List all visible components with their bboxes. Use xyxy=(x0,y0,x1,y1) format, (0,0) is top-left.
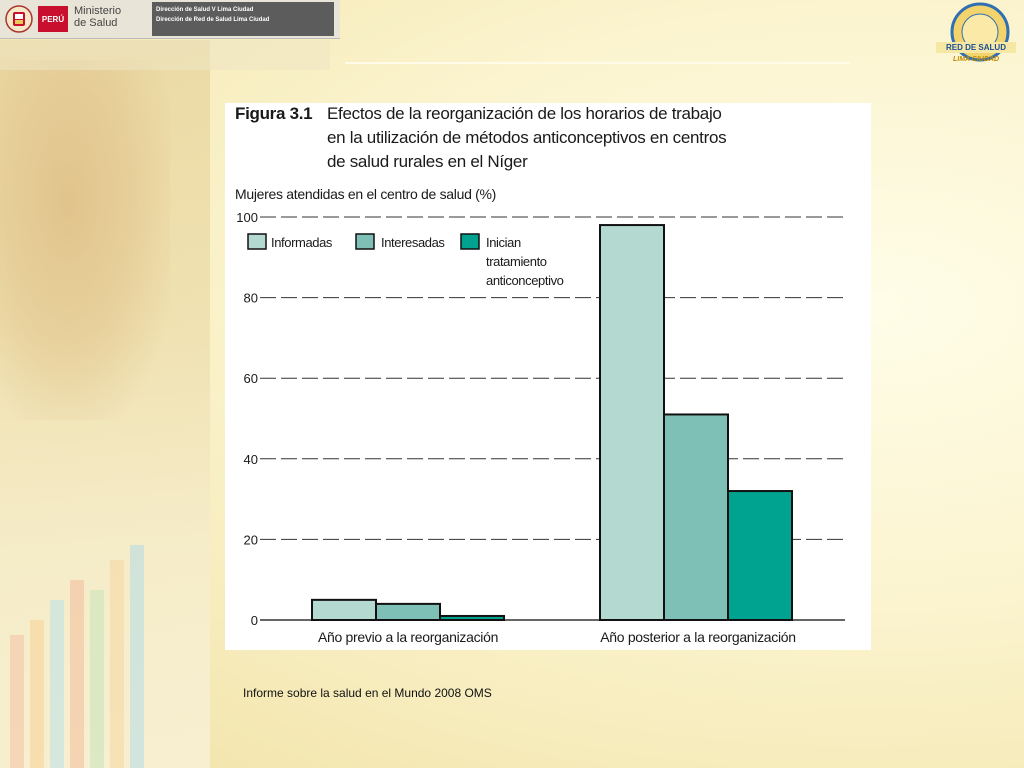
bar xyxy=(376,604,440,620)
figure-title-line-3: de salud rurales en el Níger xyxy=(327,152,528,171)
peru-badge: PERÚ xyxy=(38,6,68,32)
y-axis-label: Mujeres atendidas en el centro de salud (%) xyxy=(235,186,497,202)
y-tick-label: 100 xyxy=(236,210,258,225)
direction-line-2: Dirección de Red de Salud Lima Ciudad xyxy=(156,17,270,23)
legend-label: tratamiento xyxy=(486,254,547,269)
y-tick-label: 60 xyxy=(243,371,258,387)
figure-title-line-1: Efectos de la reorganización de los horarios de trabajo xyxy=(327,104,722,123)
ministry-line-1: Ministerio xyxy=(74,5,122,17)
legend-label: Inician xyxy=(486,235,521,250)
logo-line-2: LIMA CIUDAD xyxy=(952,56,1000,63)
legend-swatch xyxy=(356,234,374,249)
ministry-line-2: de Salud xyxy=(74,17,118,29)
x-category-label: Año posterior a la reorganización xyxy=(600,629,796,645)
bar xyxy=(440,616,504,620)
y-tick-label: 40 xyxy=(243,451,258,467)
legend-label: anticonceptivo xyxy=(486,273,564,288)
legend-swatch xyxy=(461,234,479,249)
figure-label: Figura 3.1 xyxy=(235,104,313,123)
figure-title-line-2: en la utilización de métodos anticonceptivos en centros xyxy=(327,128,727,147)
bar xyxy=(312,600,376,620)
direction-line-1: Dirección de Salud V Lima Ciudad xyxy=(156,7,254,13)
y-tick-label: 20 xyxy=(243,532,258,548)
bar xyxy=(728,491,792,620)
y-tick-label: 0 xyxy=(250,613,258,628)
x-category-label: Año previo a la reorganización xyxy=(317,629,499,645)
legend-label: Informadas xyxy=(271,235,333,250)
legend-swatch xyxy=(248,234,266,249)
bar xyxy=(664,414,728,620)
bar xyxy=(600,225,664,620)
logo-line-1: RED DE SALUD xyxy=(945,43,1007,52)
y-tick-label: 80 xyxy=(243,290,258,306)
legend-label: Interesadas xyxy=(381,235,445,250)
source-caption: Informe sobre la salud en el Mundo 2008 OMS xyxy=(243,686,492,700)
